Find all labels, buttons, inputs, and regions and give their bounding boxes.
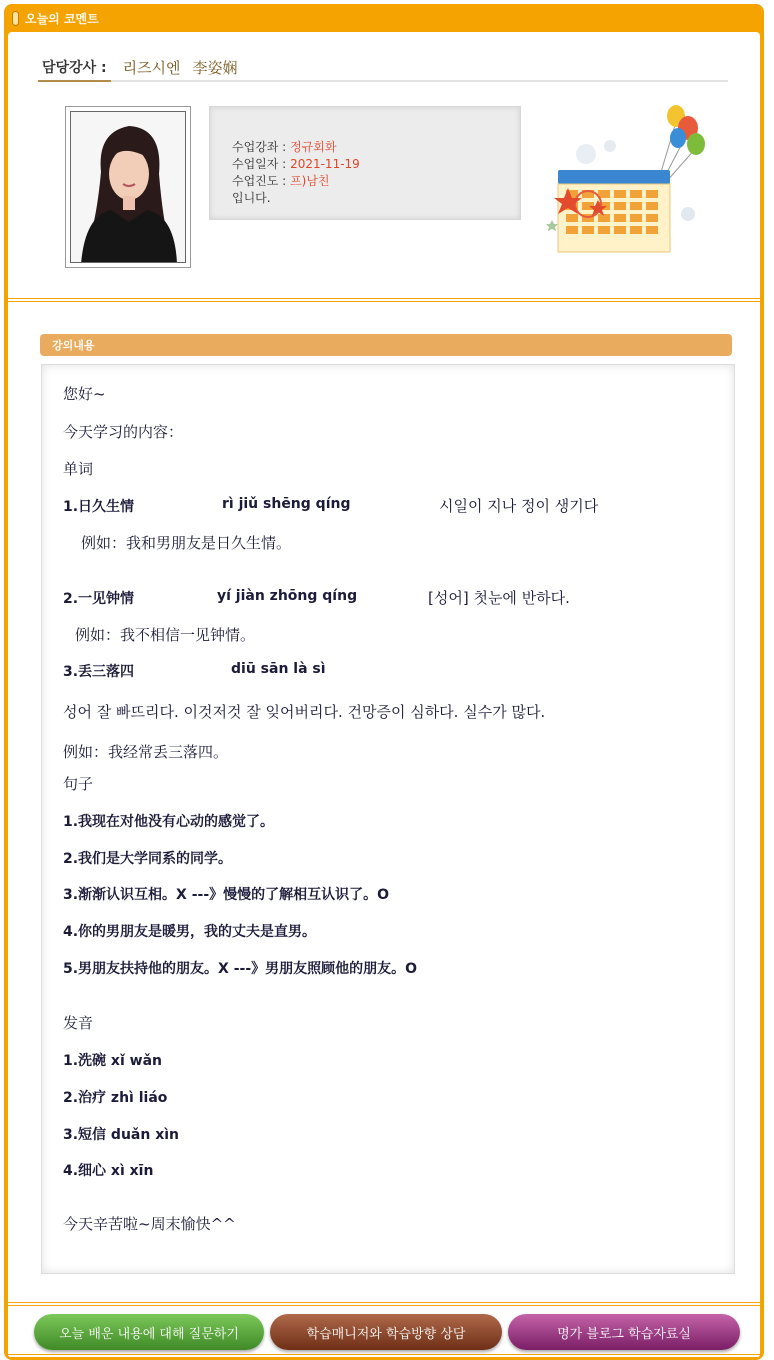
- sentence-item: 5.男朋友扶持他的朋友。X ---》男朋友照顾他的朋友。O: [63, 961, 418, 977]
- vocab-word: 1.日久生情: [63, 499, 135, 515]
- course-line: [232, 139, 520, 156]
- progress-value: 프)남친: [290, 174, 330, 188]
- info-suffix: 입니다.: [232, 191, 271, 205]
- panel-body: [8, 32, 760, 1358]
- pronunciation-item: 3.短信 duǎn xìn: [63, 1127, 180, 1143]
- sentence-item: 4.你的男朋友是暖男，我的丈夫是直男。: [63, 924, 317, 940]
- panel-title: 오늘의 코멘트: [25, 11, 99, 26]
- pill-icon: [12, 11, 19, 26]
- pronunciation-item: 4.细心 xì xīn: [63, 1163, 154, 1179]
- pronunciation-title: 发音: [63, 1014, 94, 1032]
- pronunciation-item: 2.治疗 zhì liáo: [63, 1090, 168, 1106]
- sentence-item: 1.我现在对他没有心动的感觉了。: [63, 814, 275, 830]
- teacher-name-chinese: 李姿娴: [192, 58, 238, 77]
- sentence-item: 2.我们是大学同系的同学。: [63, 851, 233, 867]
- vocab-pinyin: rì jiǔ shēng qíng: [222, 496, 351, 512]
- sentence-title: 句子: [63, 775, 94, 793]
- teacher-photo: [70, 111, 186, 263]
- class-info-box: [209, 106, 521, 220]
- vocab-meaning: 시일이 지나 정이 생기다: [439, 497, 599, 515]
- today-label: 今天学习的内容：: [63, 423, 184, 441]
- lecture-content: [41, 364, 735, 1274]
- vocab-example: 例如：我不相信一见钟情。: [75, 626, 256, 644]
- sentence-item: 3.渐渐认识互相。X ---》慢慢的了解相互认识了。O: [63, 887, 390, 903]
- bottom-divider: [8, 1302, 760, 1306]
- teacher-name-korean: 리즈시엔: [122, 58, 181, 77]
- closing-text: 今天辛苦啦~周末愉快^^: [63, 1215, 236, 1233]
- vocab-meaning: 성어 잘 빠뜨리다. 이것저것 잘 잊어버리다. 건망증이 심하다. 실수가 많다.: [63, 703, 546, 721]
- calendar-balloon-icon: [538, 102, 708, 272]
- top-divider: [8, 298, 760, 302]
- course-value: 정규회화: [290, 140, 337, 154]
- vocab-pinyin: yí jiàn zhōng qíng: [217, 588, 358, 604]
- vocab-title: 单词: [63, 460, 94, 478]
- teacher-row: [38, 54, 728, 82]
- date-label: 수업일자 :: [232, 157, 287, 171]
- lecture-section-header: 강의내용: [40, 334, 732, 356]
- teacher-label: 담당강사 :: [42, 60, 107, 76]
- vocab-pinyin: diū sān là sì: [231, 661, 326, 677]
- vocab-word: 3.丢三落四: [63, 664, 135, 680]
- date-line: [232, 156, 520, 173]
- ask-question-button[interactable]: 오늘 배운 내용에 대해 질문하기: [34, 1314, 264, 1350]
- title-bar: [4, 4, 764, 32]
- date-value: 2021-11-19: [290, 157, 360, 171]
- vocab-example: 例如：我经常丢三落四。: [63, 743, 229, 761]
- comment-panel: [4, 4, 764, 1360]
- pronunciation-item: 1.洗碗 xǐ wǎn: [63, 1053, 162, 1069]
- vocab-example: 例如：我和男朋友是日久生情。: [81, 534, 292, 552]
- teacher-label-tab: [38, 54, 111, 82]
- footer-divider: [8, 1354, 760, 1358]
- blog-resources-button[interactable]: 명가 블로그 학습자료실: [508, 1314, 740, 1350]
- progress-label: 수업진도 :: [232, 174, 287, 188]
- progress-line: [232, 173, 520, 190]
- greeting-text: 您好~: [63, 385, 106, 403]
- vocab-meaning: [성어] 첫눈에 반하다.: [428, 589, 570, 607]
- teacher-photo-frame: [65, 106, 191, 268]
- course-label: 수업강좌 :: [232, 140, 287, 154]
- vocab-word: 2.一见钟情: [63, 591, 135, 607]
- consult-manager-button[interactable]: 학습매니저와 학습방향 상담: [270, 1314, 502, 1350]
